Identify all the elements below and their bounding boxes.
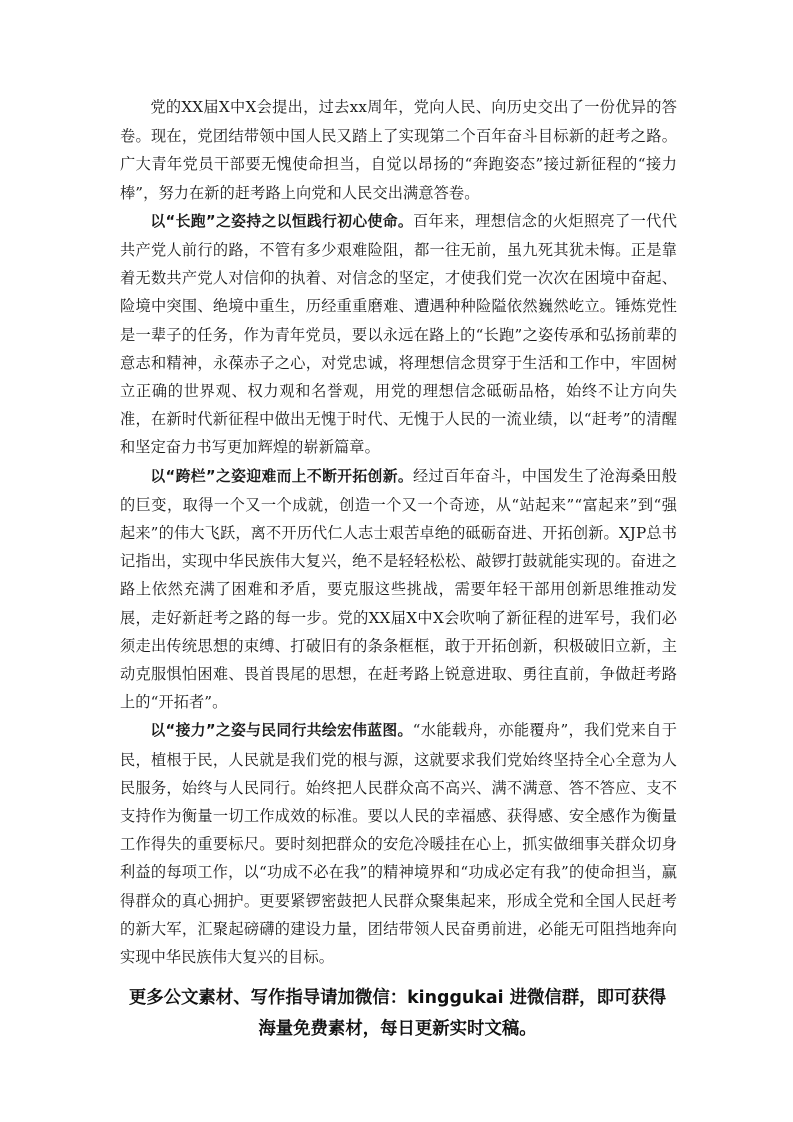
paragraph-lead: 以“接力”之姿与民同行共绘宏伟蓝图。 <box>150 722 413 740</box>
hurdle-paragraph <box>120 462 677 717</box>
paragraph-lead: 以“长跑”之姿持之以恒践行初心使命。 <box>150 212 413 230</box>
paragraph-text: “水能载舟，亦能覆舟”，我们党来自于民，植根于民，人民就是我们党的根与源，这就要求我们党始终坚持全心全意为人民服务，始终与人民同行。始终把人民群众高不高兴、满不满意、答不答应、支不支持作为衡量一切工作成效的标准。要以人民的幸福感、获得感、安全感作为衡量工作得失的重要标尺。要时刻把群众的安危冷暖挂在心上，抓实做细事关群众切身利益的每项工作，以“功成不必在我”的精神境界和“功成必定有我”的使命担当，赢得群众的真心拥护。更要紧锣密鼓把人民群众聚集起来，形成全党和全国人民赶考的新大军，汇聚起磅礴的建设力量，团结带领人民奋勇前进，必能无可阻挡地奔向实现中华民族伟大复兴的目标。 <box>120 721 677 967</box>
intro-paragraph <box>120 93 677 207</box>
long-run-paragraph <box>120 207 677 462</box>
paragraph-text: 经过百年奋斗，中国发生了沧海桑田般的巨变，取得一个又一个成就，创造一个又一个奇迹，从“站起来”“富起来”到“强起来”的伟大飞跃，离不开历代仁人志士艰苦卓绝的砥砺奋进、开拓创新。XJP总书记指出，实现中华民族伟大复兴，绝不是轻轻松松、敲锣打鼓就能实现的。奋进之路上依然充满了困难和矛盾，要克服这些挑战，需要年轻干部用创新思维推动发展，走好新赶考之路的每一步。党的XX届X中X会吹响了新征程的进军号，我们必须走出传统思想的束缚、打破旧有的条条框框，敢于开拓创新，积极破旧立新，主动克服惧怕困难、畏首畏尾的思想，在赶考路上锐意进取、勇往直前，争做赶考路上的“开拓者”。 <box>120 466 677 712</box>
paragraph-lead: 以“跨栏”之姿迎难而上不断开拓创新。 <box>150 467 413 485</box>
relay-paragraph <box>120 716 677 971</box>
footer-line-2: 海量免费素材，每日更新实时文稿。 <box>258 1019 537 1039</box>
paragraph-text: 党的XX届X中X会提出，过去xx周年，党向人民、向历史交出了一份优异的答卷。现在，党团结带领中国人民又踏上了实现第二个百年奋斗目标新的赶考之路。广大青年党员干部要无愧使命担当，自觉以昂扬的“奔跑姿态”接过新征程的“接力棒”，努力在新的赶考路上向党和人民交出满意答卷。 <box>120 98 677 202</box>
document-body <box>120 93 677 971</box>
promo-footer <box>110 983 685 1045</box>
footer-line-1: 更多公文素材、写作指导请加微信：kinggukai 进微信群，即可获得 <box>128 988 667 1008</box>
paragraph-text: 百年来，理想信念的火炬照亮了一代代共产党人前行的路，不管有多少艰难险阻，都一往无前，虽九死其犹未悔。正是靠着无数共产党人对信仰的执着、对信念的坚定，才使我们党一次次在困境中奋起、险境中突围、绝境中重生，历经重重磨难、遭遇种种险隘依然巍然屹立。锤炼党性是一辈子的任务，作为青年党员，要以永远在路上的“长跑”之姿传承和弘扬前辈的意志和精神，永葆赤子之心，对党忠诚，将理想信念贯穿于生活和工作中，牢固树立正确的世界观、权力观和名誉观，用党的理想信念砥砺品格，始终不让方向失准，在新时代新征程中做出无愧于时代、无愧于人民的一流业绩，以“赶考”的清醒和坚定奋力书写更加辉煌的崭新篇章。 <box>120 211 677 457</box>
